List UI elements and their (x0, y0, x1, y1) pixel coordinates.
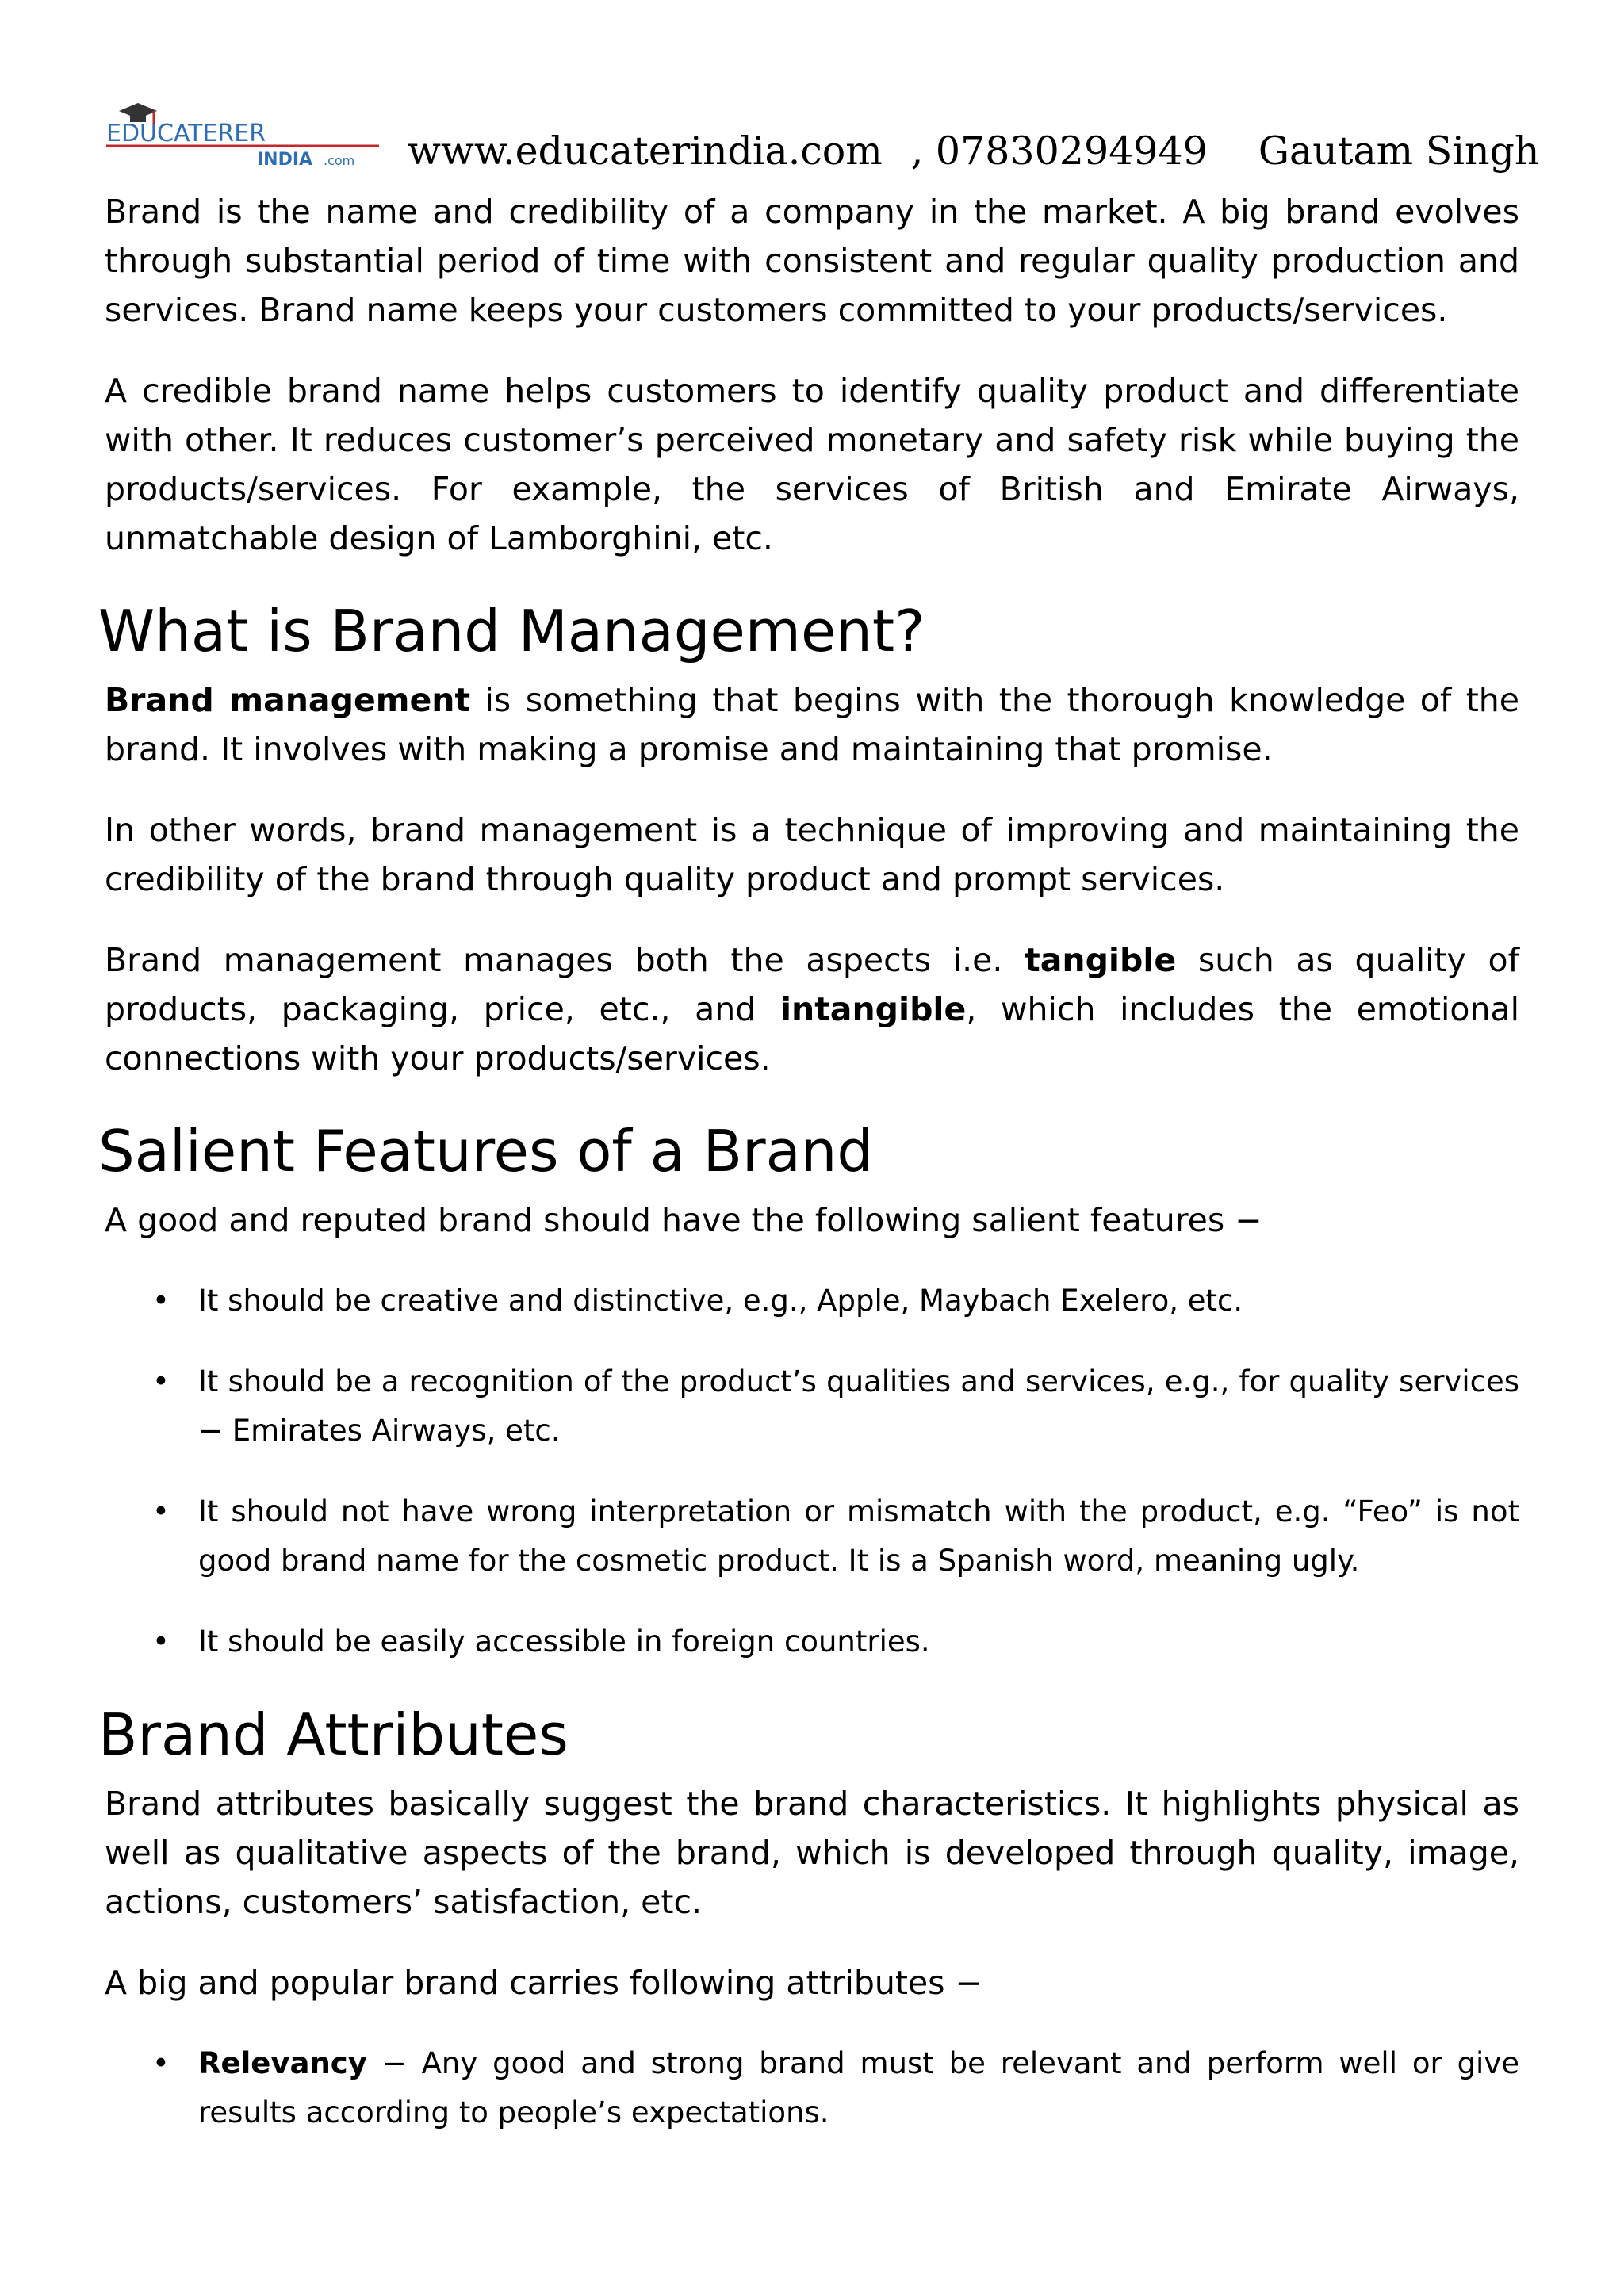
author-name: Gautam Singh (1258, 128, 1540, 174)
intro-paragraph-2: A credible brand name helps customers to identify quality product and differentiate with other. It reduces customer’s perceived monetary and safety risk while buying the products/services. For example, the services of British and Emirate Airways, unmatchable design of Lamborghini, etc. (105, 372, 1519, 557)
bold-term: Relevancy (198, 2046, 367, 2080)
heading-brand-management: What is Brand Management? (98, 598, 925, 664)
educaterer-india-logo (102, 100, 395, 171)
document-body (98, 187, 1520, 2169)
svg-text:EDUCATERER: EDUCATERER (106, 120, 266, 147)
bullet-icon: • (152, 2046, 170, 2080)
bold-term: intangible (779, 990, 967, 1028)
bold-term: tangible (1025, 941, 1177, 979)
attributes-list (105, 2039, 1519, 2137)
brand-management-paragraph-3: Brand management manages both the aspects i.e. tangible such as quality of products, packaging, price, etc., and intangible, which includes the emotional connections with your products/services. (105, 941, 1520, 1077)
list-item: • Relevancy − Any good and strong brand must be relevant and perform well or give results according to people’s expectations. (105, 2039, 1519, 2137)
phone-number: , 07830294949 (910, 128, 1208, 174)
bullet-icon: • (152, 1284, 170, 1318)
bullet-icon: • (152, 1624, 170, 1659)
attributes-paragraph-2: A big and popular brand carries following attributes − (105, 1964, 982, 2002)
bullet-icon: • (152, 1494, 170, 1529)
list-item: • It should be creative and distinctive, e.g., Apple, Maybach Exelero, etc. (105, 1276, 1519, 1326)
list-item: • It should be a recognition of the product’s qualities and services, e.g., for quality services − Emirates Airways, etc. (105, 1357, 1519, 1456)
website-link[interactable]: www.educaterindia.com (408, 128, 883, 174)
bold-term: Brand management (105, 681, 471, 719)
brand-management-paragraph-1: Brand management is something that begins with the thorough knowledge of the brand. It involves with making a promise and maintaining that promise. (105, 681, 1520, 768)
svg-text:.com: .com (324, 153, 355, 168)
attributes-paragraph-1: Brand attributes basically suggest the brand characteristics. It highlights physical as well as qualitative aspects of the brand, which is developed through quality, image, actions, customers’ satisfaction, etc. (105, 1785, 1519, 1921)
intro-paragraph-1: Brand is the name and credibility of a company in the market. A big brand evolves through substantial period of time with consistent and regular quality production and services. Brand name keeps your customers committed to your products/services. (105, 193, 1519, 329)
brand-management-paragraph-2: In other words, brand management is a technique of improving and maintaining the credibility of the brand through quality product and prompt services. (105, 811, 1519, 898)
list-item: • It should be easily accessible in foreign countries. (105, 1617, 1519, 1667)
page-header (102, 95, 1540, 174)
header-contact-line (408, 128, 1539, 174)
heading-brand-attributes: Brand Attributes (98, 1701, 569, 1768)
heading-salient-features: Salient Features of a Brand (98, 1118, 874, 1184)
salient-features-list (105, 1276, 1519, 1667)
salient-intro: A good and reputed brand should have the following salient features − (105, 1201, 1262, 1239)
bullet-icon: • (152, 1364, 170, 1399)
svg-text:INDIA: INDIA (257, 150, 313, 170)
list-item: • It should not have wrong interpretation or mismatch with the product, e.g. “Feo” is not good brand name for the cosmetic product. It is a Spanish word, meaning ugly. (105, 1487, 1519, 1586)
